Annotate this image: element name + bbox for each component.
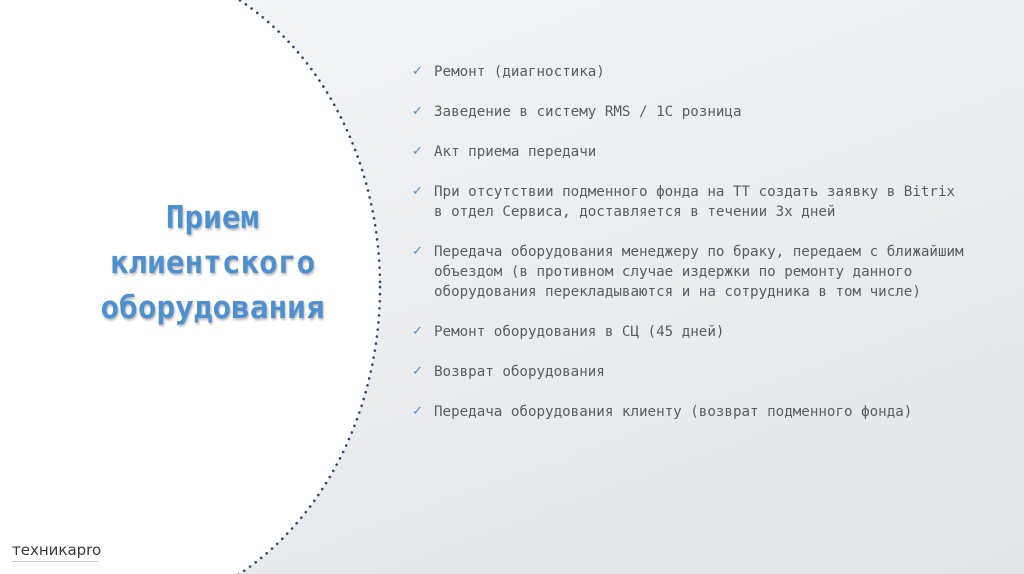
list-item-text: Заведение в систему RMS / 1С розница bbox=[434, 104, 742, 120]
list-item bbox=[412, 142, 972, 162]
list-item bbox=[412, 102, 972, 122]
title-line-1: Прием bbox=[165, 200, 260, 236]
list-item-text: Акт приема передачи bbox=[434, 144, 597, 160]
list-item-text: Передача оборудования клиенту (возврат подменного фонда) bbox=[434, 404, 913, 420]
logo-divider bbox=[12, 561, 98, 562]
slide-title bbox=[40, 196, 385, 331]
check-icon: ✓ bbox=[412, 64, 423, 79]
check-icon: ✓ bbox=[412, 144, 423, 159]
list-item bbox=[412, 62, 972, 82]
check-icon: ✓ bbox=[412, 324, 423, 339]
list-item-text: Передача оборудования менеджеру по браку, передаем с ближайшим объездом (в противном случае издержки по ремонту данного оборудования перекладываются и на сотрудника в том числе) bbox=[434, 244, 964, 300]
list-item bbox=[412, 182, 972, 222]
list-item bbox=[412, 242, 972, 302]
check-icon: ✓ bbox=[412, 244, 423, 259]
list-item-text: Возврат оборудования bbox=[434, 364, 605, 380]
check-icon: ✓ bbox=[412, 104, 423, 119]
list-item bbox=[412, 402, 972, 422]
check-icon: ✓ bbox=[412, 364, 423, 379]
process-steps-list bbox=[412, 62, 972, 442]
list-item bbox=[412, 322, 972, 342]
title-line-2: клиентского bbox=[109, 245, 316, 281]
check-icon: ✓ bbox=[412, 404, 423, 419]
list-item-text: Ремонт (диагностика) bbox=[434, 64, 605, 80]
list-item-text: При отсутствии подменного фонда на ТТ создать заявку в Bitrix в отдел Сервиса, доставляется в течении 3х дней bbox=[434, 184, 956, 220]
title-line-3: оборудования bbox=[100, 290, 325, 326]
check-icon: ✓ bbox=[412, 184, 423, 199]
list-item-text: Ремонт оборудования в СЦ (45 дней) bbox=[434, 324, 725, 340]
company-logo: техникapro bbox=[12, 541, 102, 559]
list-item bbox=[412, 362, 972, 382]
